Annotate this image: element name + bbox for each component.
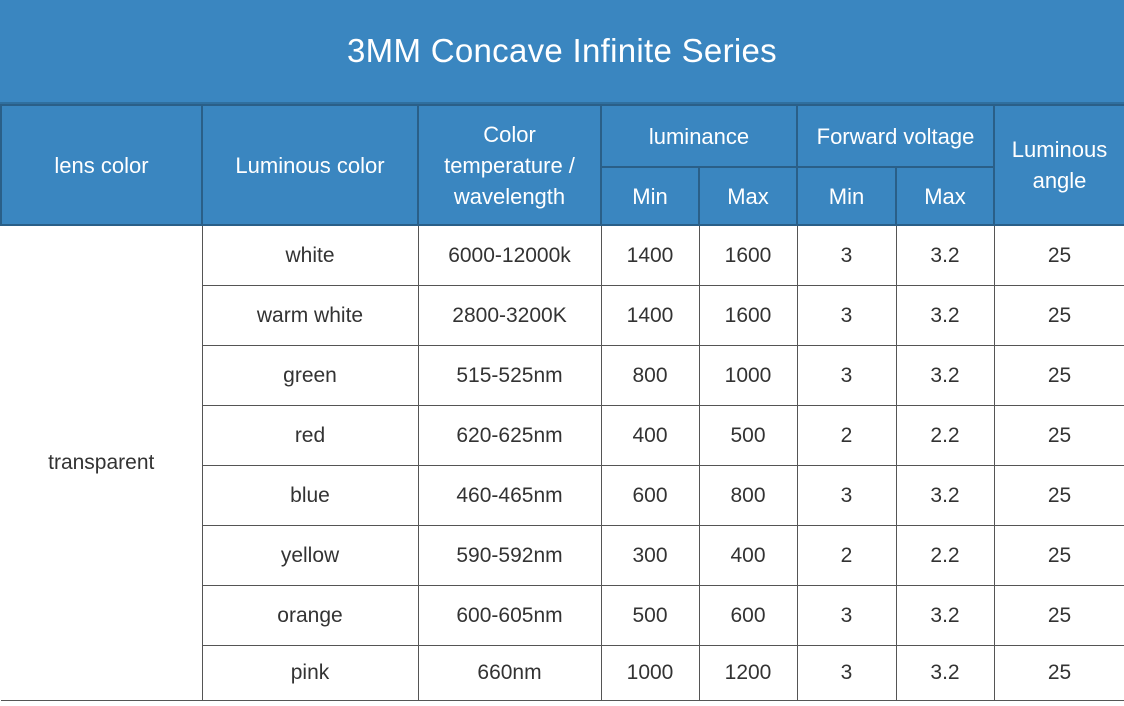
voltage-min-cell: 3 <box>797 286 896 346</box>
voltage-min-cell: 2 <box>797 406 896 466</box>
luminance-max-cell: 800 <box>699 466 797 526</box>
luminous-color-cell: pink <box>202 646 418 701</box>
header-color-temperature: Color temperature / wavelength <box>418 105 601 225</box>
header-lens-color: lens color <box>1 105 202 225</box>
header-luminance-max: Max <box>699 167 797 225</box>
voltage-min-cell: 2 <box>797 526 896 586</box>
color-temp-cell: 6000-12000k <box>418 225 601 286</box>
color-temp-cell: 660nm <box>418 646 601 701</box>
voltage-max-cell: 3.2 <box>896 466 994 526</box>
luminance-max-cell: 600 <box>699 586 797 646</box>
luminous-color-cell: red <box>202 406 418 466</box>
lens-color-cell: transparent <box>1 225 202 701</box>
table-body <box>1 225 1124 701</box>
header-luminance: luminance <box>601 105 797 167</box>
luminance-max-cell: 1600 <box>699 286 797 346</box>
luminous-color-cell: orange <box>202 586 418 646</box>
luminous-color-cell: white <box>202 225 418 286</box>
voltage-max-cell: 2.2 <box>896 406 994 466</box>
luminous-angle-cell: 25 <box>994 406 1124 466</box>
voltage-min-cell: 3 <box>797 346 896 406</box>
voltage-max-cell: 3.2 <box>896 346 994 406</box>
header-voltage-max: Max <box>896 167 994 225</box>
voltage-min-cell: 3 <box>797 225 896 286</box>
voltage-min-cell: 3 <box>797 646 896 701</box>
luminous-color-cell: yellow <box>202 526 418 586</box>
luminance-min-cell: 1000 <box>601 646 699 701</box>
color-temp-cell: 600-605nm <box>418 586 601 646</box>
luminous-color-cell: green <box>202 346 418 406</box>
luminous-angle-cell: 25 <box>994 526 1124 586</box>
table-header <box>1 105 1124 225</box>
luminous-angle-cell: 25 <box>994 225 1124 286</box>
voltage-max-cell: 3.2 <box>896 646 994 701</box>
voltage-min-cell: 3 <box>797 586 896 646</box>
luminous-angle-cell: 25 <box>994 346 1124 406</box>
voltage-max-cell: 3.2 <box>896 286 994 346</box>
luminance-max-cell: 400 <box>699 526 797 586</box>
page-title: 3MM Concave Infinite Series <box>347 32 777 69</box>
header-voltage-min: Min <box>797 167 896 225</box>
luminance-min-cell: 800 <box>601 346 699 406</box>
voltage-min-cell: 3 <box>797 466 896 526</box>
header-luminance-min: Min <box>601 167 699 225</box>
color-temp-cell: 620-625nm <box>418 406 601 466</box>
luminous-angle-cell: 25 <box>994 286 1124 346</box>
luminance-max-cell: 1000 <box>699 346 797 406</box>
header-forward-voltage: Forward voltage <box>797 105 994 167</box>
luminance-min-cell: 1400 <box>601 286 699 346</box>
luminance-min-cell: 400 <box>601 406 699 466</box>
luminous-color-cell: warm white <box>202 286 418 346</box>
luminance-min-cell: 300 <box>601 526 699 586</box>
luminous-angle-cell: 25 <box>994 466 1124 526</box>
title-bar <box>0 0 1124 104</box>
voltage-max-cell: 3.2 <box>896 225 994 286</box>
luminance-min-cell: 600 <box>601 466 699 526</box>
table-row <box>1 225 1124 286</box>
color-temp-cell: 460-465nm <box>418 466 601 526</box>
spec-table <box>0 104 1124 701</box>
luminance-max-cell: 1200 <box>699 646 797 701</box>
voltage-max-cell: 3.2 <box>896 586 994 646</box>
header-luminous-color: Luminous color <box>202 105 418 225</box>
header-luminous-angle: Luminous angle <box>994 105 1124 225</box>
luminance-min-cell: 1400 <box>601 225 699 286</box>
luminance-max-cell: 1600 <box>699 225 797 286</box>
color-temp-cell: 2800-3200K <box>418 286 601 346</box>
luminance-max-cell: 500 <box>699 406 797 466</box>
color-temp-cell: 590-592nm <box>418 526 601 586</box>
color-temp-cell: 515-525nm <box>418 346 601 406</box>
luminous-angle-cell: 25 <box>994 646 1124 701</box>
luminance-min-cell: 500 <box>601 586 699 646</box>
luminous-color-cell: blue <box>202 466 418 526</box>
voltage-max-cell: 2.2 <box>896 526 994 586</box>
luminous-angle-cell: 25 <box>994 586 1124 646</box>
